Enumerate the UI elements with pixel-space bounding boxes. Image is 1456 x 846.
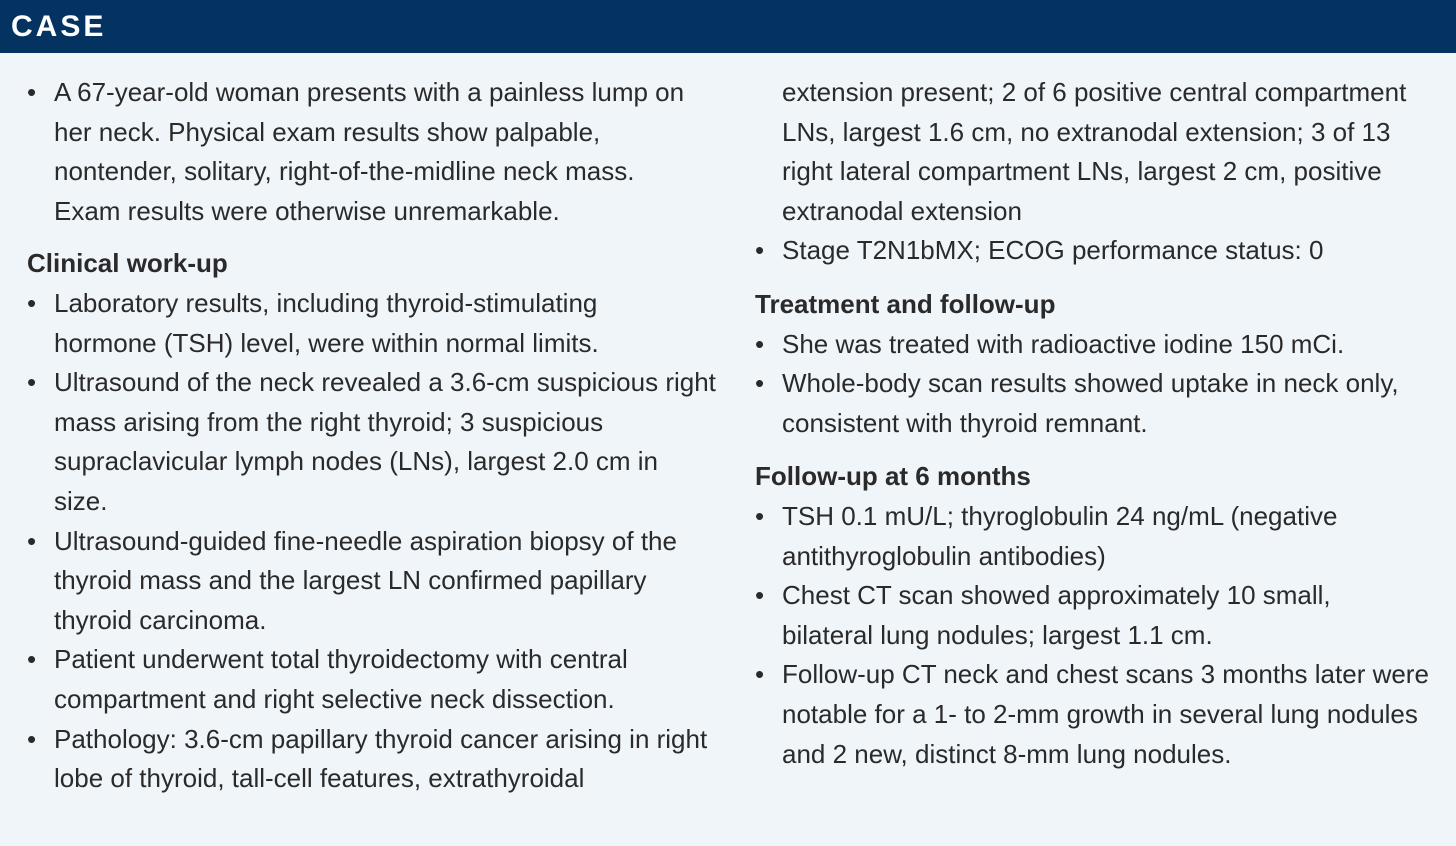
list-item — [27, 640, 714, 719]
section-heading-clinical-workup: Clinical work-up — [27, 248, 228, 279]
bullet-icon: • — [755, 659, 765, 690]
treatment-list — [755, 325, 1445, 444]
bullet-icon: • — [27, 367, 37, 398]
workup-item-text: Ultrasound of the neck revealed a 3.6-cm suspicious right mass arising from the right thyroid; 3 suspicious supraclavicular lymph nodes (LNs), largest 2.0 cm in size. — [54, 367, 716, 516]
treatment-item-text: She was treated with radioactive iodine 150 mCi. — [782, 328, 1345, 359]
case-header-bar — [0, 0, 1456, 53]
left-column — [27, 73, 716, 799]
list-item — [27, 522, 684, 641]
bullet-icon: • — [27, 287, 37, 318]
bullet-icon: • — [27, 644, 37, 675]
list-item — [27, 284, 674, 363]
bullet-icon: • — [27, 525, 37, 556]
intro-text: A 67-year-old woman presents with a painless lump on her neck. Physical exam results show palpable, nontender, solitary, right-of-the-midline neck mass. Exam results were otherwise unremarkable. — [54, 77, 685, 226]
followup-list — [755, 497, 1445, 774]
list-item-continuation — [755, 73, 1422, 231]
list-item — [755, 325, 1442, 365]
followup-item-text: TSH 0.1 mU/L; thyroglobulin 24 ng/mL (negative antithyroglobulin antibodies) — [782, 500, 1338, 571]
bullet-icon: • — [27, 723, 37, 754]
intro-list — [27, 73, 707, 231]
list-item — [755, 576, 1407, 655]
stage-text: Stage T2N1bMX; ECOG performance status: 0 — [782, 235, 1324, 266]
bullet-icon: • — [755, 328, 765, 359]
pathology-continuation-text: extension present; 2 of 6 positive central compartment LNs, largest 1.6 cm, no extranodal extension; 3 of 13 right lateral compartment LNs, largest 2 cm, positive extranodal extension — [782, 77, 1407, 226]
workup-item-text: Patient underwent total thyroidectomy with central compartment and right selective neck dissection. — [54, 644, 628, 714]
workup-item-text: Laboratory results, including thyroid-stimulating hormone (TSH) level, were within normal limits. — [54, 287, 599, 358]
list-item — [27, 720, 726, 799]
list-item — [755, 364, 1412, 443]
list-item — [755, 231, 1442, 271]
section-heading-followup: Follow-up at 6 months — [755, 461, 1031, 492]
followup-item-text: Chest CT scan showed approximately 10 small, bilateral lung nodules; largest 1.1 cm. — [782, 580, 1331, 650]
bullet-icon: • — [755, 368, 765, 399]
section-heading-treatment: Treatment and follow-up — [755, 288, 1056, 319]
list-item — [27, 73, 704, 231]
list-item — [27, 363, 716, 521]
workup-item-text: Ultrasound-guided fine-needle aspiration biopsy of the thyroid mass and the largest LN confirmed papillary thyroid carcinoma. — [54, 525, 677, 635]
bullet-icon: • — [755, 235, 765, 266]
pathology-continuation — [755, 73, 1445, 271]
bullet-icon: • — [755, 580, 765, 611]
case-title: CASE — [11, 10, 107, 43]
right-column — [755, 73, 1445, 774]
list-item — [755, 497, 1432, 576]
treatment-item-text: Whole-body scan results showed uptake in neck only, consistent with thyroid remnant. — [782, 368, 1399, 438]
followup-item-text: Follow-up CT neck and chest scans 3 months later were notable for a 1- to 2-mm growth in several lung nodules and 2 new, distinct 8-mm lung nodules. — [782, 659, 1429, 769]
bullet-icon: • — [755, 500, 765, 531]
list-item — [755, 655, 1456, 774]
workup-item-text: Pathology: 3.6-cm papillary thyroid cancer arising in right lobe of thyroid, tall-cell features, extrathyroidal — [54, 723, 708, 794]
bullet-icon: • — [27, 77, 37, 107]
workup-list — [27, 284, 716, 799]
